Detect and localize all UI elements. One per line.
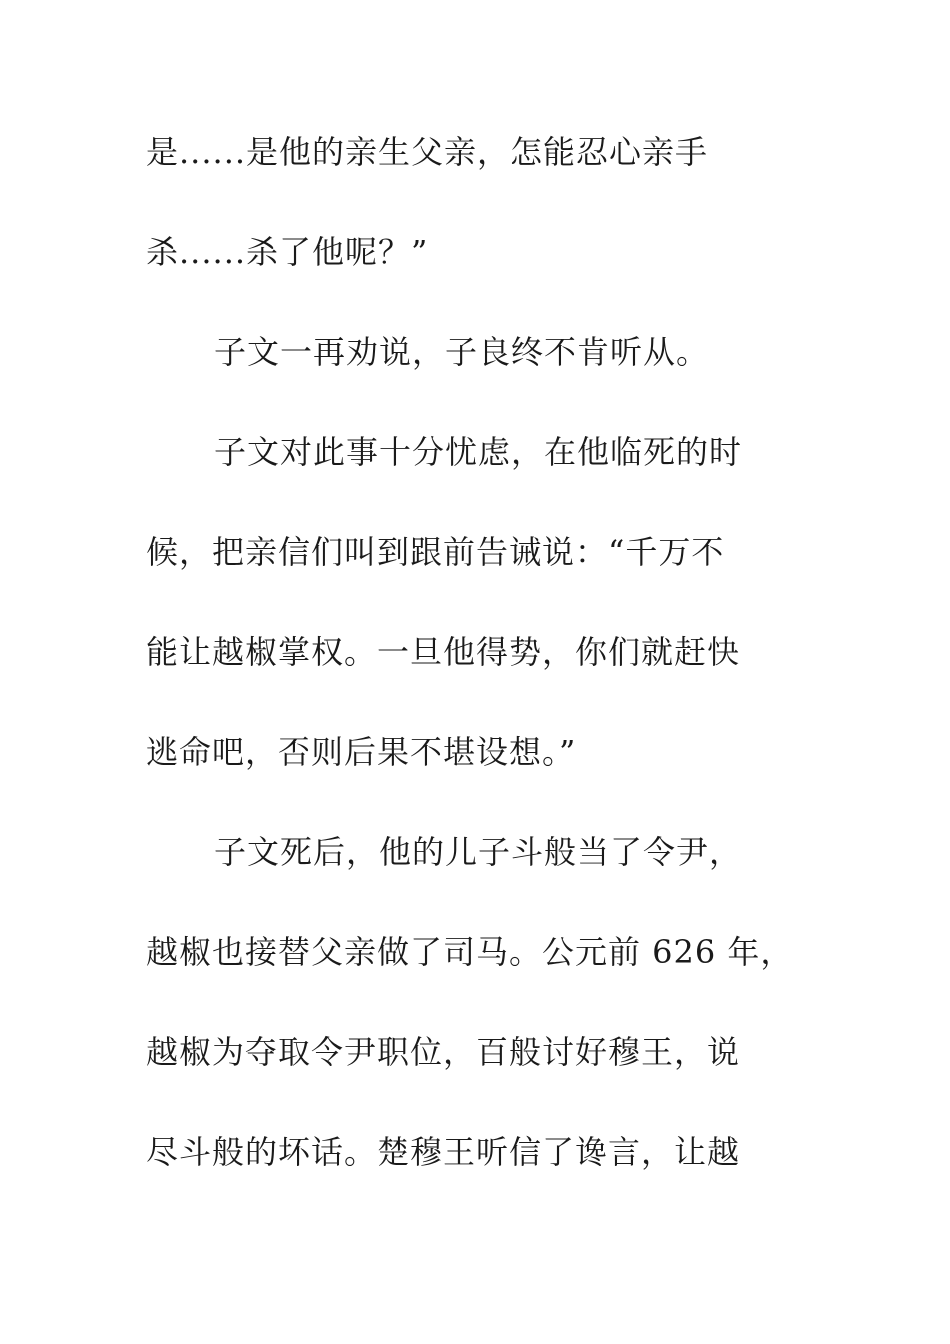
text-line: 是......是他的亲生父亲，怎能忍心亲手 [146,133,709,171]
text-line: 逃命吧，否则后果不堪设想。” [146,733,577,771]
paragraph-start-line: 子文死后，他的儿子斗般当了令尹， [214,833,743,871]
text-line: 能让越椒掌权。一旦他得势，你们就赶快 [146,633,741,671]
text-line: 越椒为夺取令尹职位，百般讨好穆王，说 [146,1033,741,1071]
paragraph-start-line: 子文对此事十分忧虑，在他临死的时 [214,433,743,471]
text-line: 尽斗般的坏话。楚穆王听信了谗言，让越 [146,1133,741,1171]
text-line: 越椒也接替父亲做了司马。公元前 626 年， [146,933,794,971]
text-line: 候，把亲信们叫到跟前告诫说：“千万不 [146,533,725,571]
paragraph-start-line: 子文一再劝说，子良终不肯听从。 [214,333,710,371]
text-line: 杀......杀了他呢？” [146,233,429,271]
